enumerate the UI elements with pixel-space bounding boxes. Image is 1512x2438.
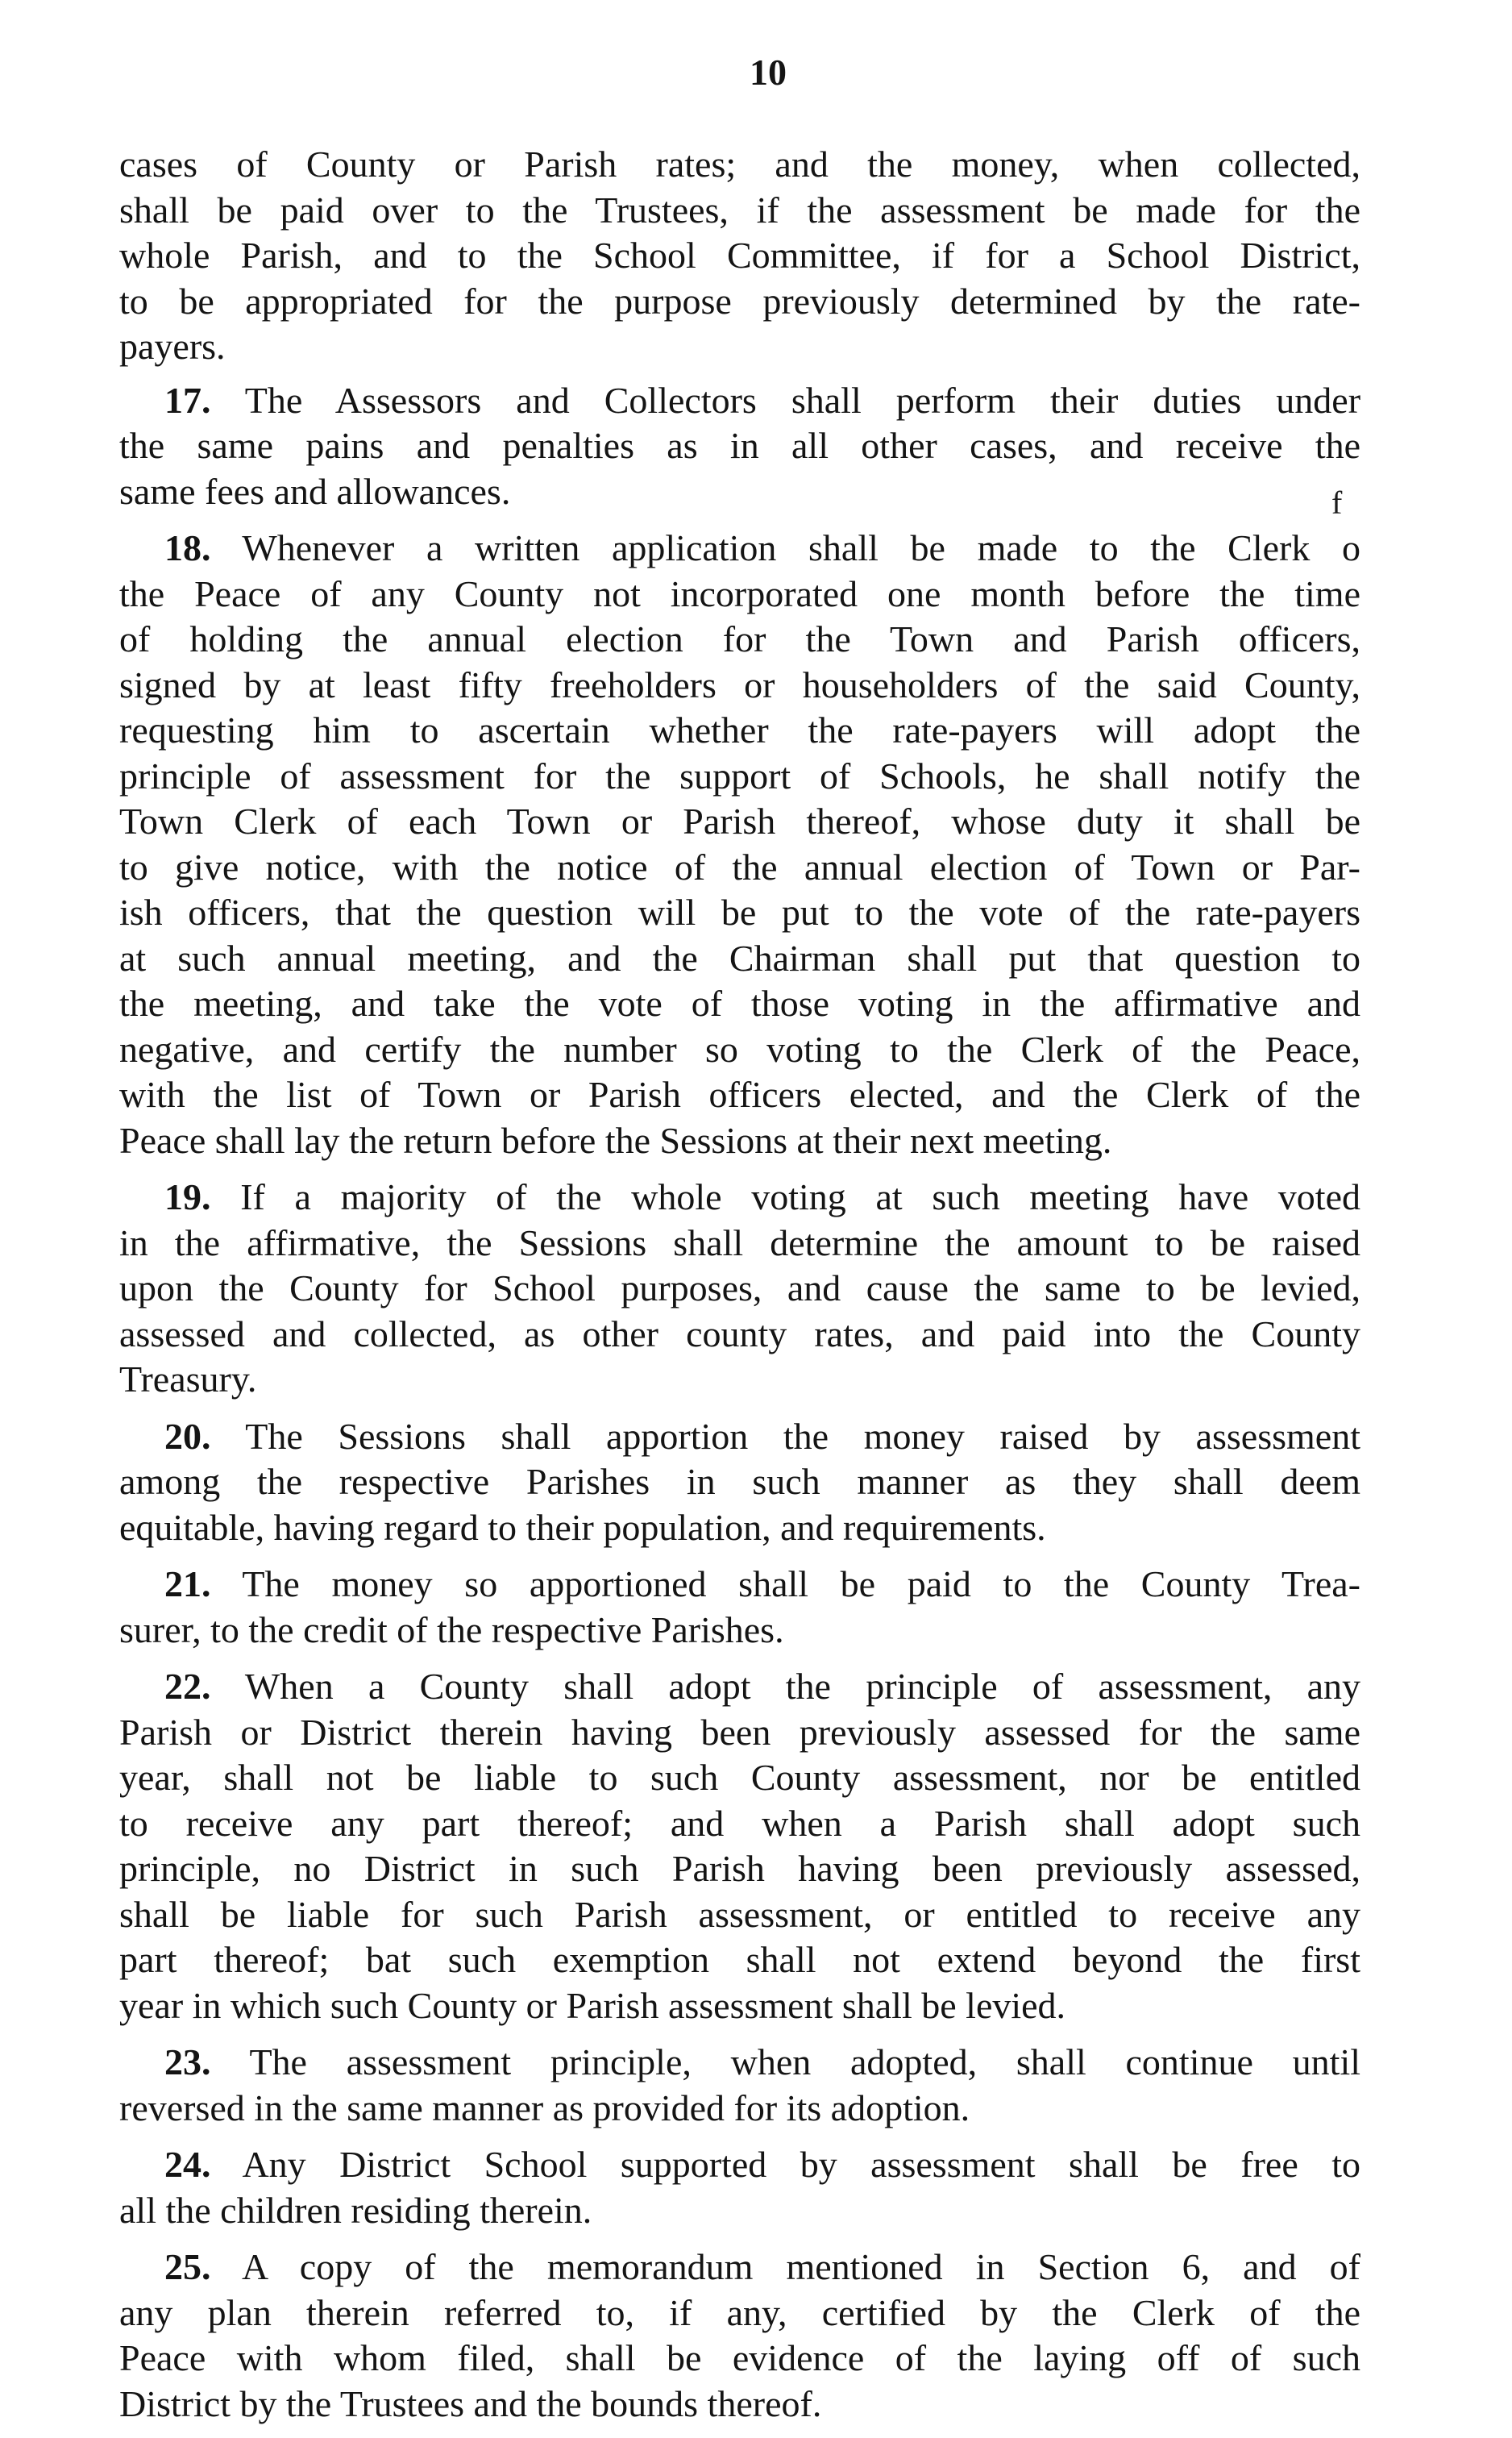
text-line: the Peace of any County not incorporated one month before the time (119, 572, 1360, 614)
section-number: 20. (164, 1415, 211, 1457)
text-line (119, 2245, 1360, 2290)
text-line: to be appropriated for the purpose previously determined by the rate- (119, 280, 1360, 322)
text-line: payers. (119, 326, 226, 367)
text-line: Peace with whom filed, shall be evidence of the laying off of such (119, 2337, 1360, 2378)
text-line: cases of County or Parish rates; and the money, when collected, (119, 144, 1360, 185)
text-line: assessed and collected, as other county rates, and paid into the County (119, 1313, 1360, 1354)
text-line: equitable, having regard to their population, and requirements. (119, 1506, 1046, 1548)
section-number: 19. (164, 1176, 211, 1217)
line-text: The Assessors and Collectors shall perform their duties under (244, 379, 1360, 421)
text-line (119, 526, 1360, 572)
section-number: 17. (164, 379, 211, 421)
text-line: all the children residing therein. (119, 2189, 592, 2231)
text-line: the meeting, and take the vote of those voting in the affirmative and (119, 983, 1360, 1024)
text-line: Parish or District therein having been previously assessed for the same (119, 1711, 1360, 1753)
text-line: Peace shall lay the return before the Sessions at their next meeting. (119, 1119, 1112, 1161)
section-23 (119, 2040, 1360, 2131)
section-number: 21. (164, 1563, 211, 1604)
line-text: The Sessions shall apportion the money raised by assessment (245, 1415, 1360, 1457)
text-line: to give notice, with the notice of the annual election of Town or Par- (119, 846, 1360, 888)
section-19 (119, 1175, 1360, 1403)
text-line (119, 1562, 1360, 1608)
section-number: 24. (164, 2144, 211, 2185)
section-21 (119, 1562, 1360, 1653)
text-line: of holding the annual election for the Town and Parish officers, (119, 618, 1360, 659)
text-line: part thereof; bat such exemption shall not extend beyond the first (119, 1939, 1360, 1980)
text-line: in the affirmative, the Sessions shall determine the amount to be raised (119, 1221, 1360, 1263)
text-line (119, 1414, 1360, 1460)
document-body (119, 142, 1360, 2427)
text-line: signed by at least fifty freeholders or householders of the said County, (119, 664, 1360, 705)
text-line (119, 378, 1360, 424)
text-line: shall be liable for such Parish assessment, or entitled to receive any (119, 1893, 1360, 1935)
text-line: Town Clerk of each Town or Parish thereof, whose duty it shall be (119, 801, 1360, 842)
text-line: whole Parish, and to the School Committee, if for a School District, (119, 235, 1360, 276)
line-text: Whenever a written application shall be made to the Clerk o (242, 527, 1360, 568)
text-line (119, 2142, 1360, 2188)
text-line: with the list of Town or Parish officers elected, and the Clerk of the (119, 1074, 1360, 1115)
text-line (119, 1664, 1360, 1710)
text-line: same fees and allowances. (119, 470, 511, 512)
text-line: reversed in the same manner as provided for its adoption. (119, 2086, 970, 2128)
text-line: negative, and certify the number so voting to the Clerk of the Peace, (119, 1028, 1360, 1070)
section-22 (119, 1664, 1360, 2028)
line-text: Any District School supported by assessment shall be free to (242, 2144, 1360, 2185)
section-number: 22. (164, 1666, 211, 1707)
section-number: 18. (164, 527, 211, 568)
text-line: to receive any part thereof; and when a Parish shall adopt such (119, 1802, 1360, 1844)
section-24 (119, 2142, 1360, 2233)
text-line: the same pains and penalties as in all other cases, and receive the (119, 425, 1360, 466)
text-line: any plan therein referred to, if any, certified by the Clerk of the (119, 2291, 1360, 2333)
continued-paragraph (119, 142, 1360, 370)
text-line (119, 2040, 1360, 2086)
line-text: The money so apportioned shall be paid to the County Trea- (242, 1563, 1360, 1604)
line-text: The assessment principle, when adopted, shall continue until (249, 2041, 1360, 2082)
text-line (119, 1175, 1360, 1221)
section-number: 25. (164, 2246, 211, 2287)
text-line: ish officers, that the question will be put to the vote of the rate-payers (119, 892, 1360, 933)
section-25 (119, 2245, 1360, 2427)
section-number: 23. (164, 2041, 211, 2082)
text-line: requesting him to ascertain whether the rate-payers will adopt the (119, 709, 1360, 751)
text-line: principle, no District in such Parish having been previously assessed, (119, 1848, 1360, 1889)
text-line: Treasury. (119, 1358, 257, 1400)
section-18 (119, 526, 1360, 1163)
margin-letter-mark: f (1331, 485, 1343, 521)
text-line: surer, to the credit of the respective Parishes. (119, 1608, 784, 1650)
text-line: at such annual meeting, and the Chairman shall put that question to (119, 937, 1360, 979)
line-text: A copy of the memorandum mentioned in Section 6, and of (242, 2246, 1360, 2287)
text-line: year in which such County or Parish assessment shall be levied. (119, 1984, 1066, 2026)
text-line: year, shall not be liable to such County assessment, nor be entitled (119, 1757, 1360, 1798)
line-text: When a County shall adopt the principle of assessment, any (244, 1666, 1360, 1707)
text-line: District by the Trustees and the bounds thereof. (119, 2382, 822, 2424)
line-text: If a majority of the whole voting at such meeting have voted (240, 1176, 1360, 1217)
text-line: shall be paid over to the Trustees, if the assessment be made for the (119, 189, 1360, 231)
section-20 (119, 1414, 1360, 1551)
text-line: principle of assessment for the support of Schools, he shall notify the (119, 755, 1360, 797)
document-page (119, 48, 1360, 2438)
section-17 (119, 378, 1360, 515)
text-line: among the respective Parishes in such manner as they shall deem (119, 1461, 1360, 1502)
text-line: upon the County for School purposes, and cause the same to be levied, (119, 1267, 1360, 1308)
page-number: 10 (750, 52, 787, 93)
